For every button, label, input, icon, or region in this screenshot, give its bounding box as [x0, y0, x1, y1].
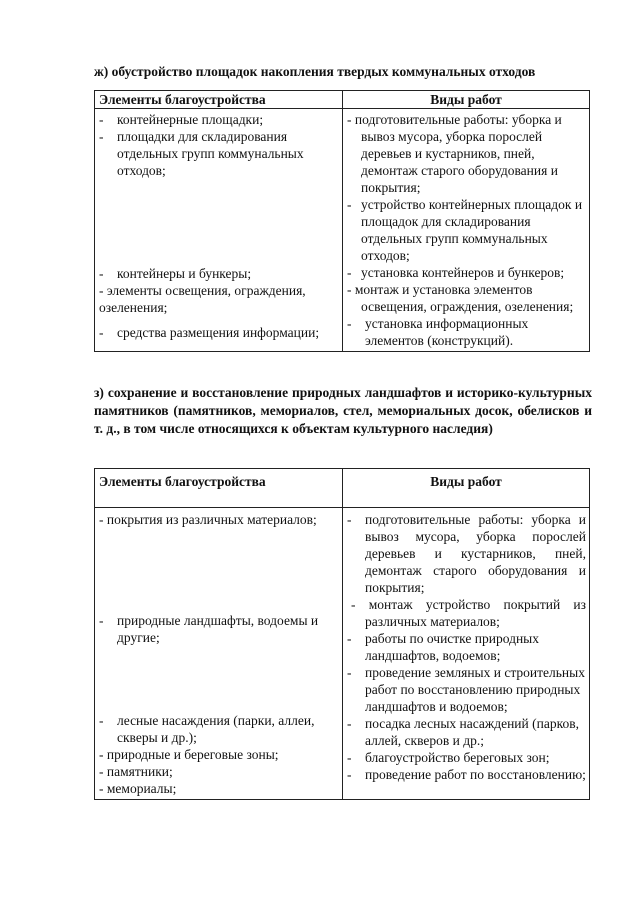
bullet-dash: -	[99, 713, 104, 728]
bullet-dash: -	[99, 112, 104, 127]
list-item: - работы по очистке природных ландшафтов, водоемов;	[347, 631, 539, 663]
works-cell	[343, 508, 590, 800]
list-item: - установка контейнеров и бункеров;	[347, 265, 565, 280]
table-header-row	[95, 469, 590, 508]
list-item: - средства размещения информации;	[99, 325, 320, 340]
bullet-dash: -	[99, 325, 104, 340]
bullet-dash: -	[347, 316, 352, 331]
column-header-works: Виды работ	[343, 91, 590, 109]
bullet-dash: -	[99, 266, 104, 281]
list-item: - монтаж и установка элементов освещения, ограждения, озеленения;	[347, 282, 574, 314]
bullet-dash: -	[99, 129, 104, 144]
column-header-works: Виды работ	[343, 469, 590, 508]
bullet-dash: -	[347, 512, 352, 527]
works-cell	[343, 109, 590, 352]
list-item: - покрытия из различных материалов;	[99, 512, 317, 527]
list-item: - проведение земляных и строительных работ по восстановлению природных ландшафтов и водоемов;	[347, 665, 585, 714]
list-item: - площадки для складирования отдельных групп коммунальных отходов;	[99, 129, 304, 178]
bullet-dash: -	[347, 767, 352, 782]
list-item: - лесные насаждения (парки, аллеи, скверы и др.);	[99, 713, 315, 745]
bullet-dash: -	[347, 665, 352, 680]
list-item: - подготовительные работы: уборка и вывоз мусора, уборка порослей деревьев и кустарников, пней, демонтаж старого оборудования и покрытия;	[347, 112, 562, 195]
bullet-dash: -	[347, 750, 352, 765]
improvement-table-z	[94, 468, 590, 800]
table-header-row	[95, 91, 590, 109]
elements-cell	[95, 109, 343, 352]
bullet-dash: -	[347, 265, 352, 280]
table-row	[95, 109, 590, 352]
bullet-dash: -	[99, 613, 104, 628]
list-item: - мемориалы;	[99, 781, 177, 796]
list-item: - подготовительные работы: уборка и вывоз мусора, уборка порослей деревьев и кустарников, пней, демонтаж старого оборудования и покрытия;	[347, 512, 586, 595]
section-heading-zh: ж) обустройство площадок накопления твердых коммунальных отходов	[94, 64, 536, 79]
column-header-elements: Элементы благоустройства	[95, 91, 343, 109]
list-item: - природные ландшафты, водоемы и другие;	[99, 613, 319, 645]
list-item: - памятники;	[99, 764, 173, 779]
list-item: - монтаж устройство покрытий из различных материалов;	[351, 597, 586, 629]
list-item: - проведение работ по восстановлению;	[347, 767, 586, 782]
bullet-dash: -	[347, 716, 352, 731]
bullet-dash: -	[347, 197, 352, 212]
bullet-dash: -	[347, 631, 352, 646]
list-item: - благоустройство береговых зон;	[347, 750, 550, 765]
list-item: - природные и береговые зоны;	[99, 747, 279, 762]
list-item: - посадка лесных насаждений (парков, аллей, скверов и др.;	[347, 716, 579, 748]
list-item: - установка информационных элементов (конструкций).	[347, 316, 529, 348]
improvement-table-zh	[94, 90, 590, 352]
elements-cell	[95, 508, 343, 800]
column-header-elements: Элементы благоустройства	[95, 469, 343, 508]
list-item: - контейнерные площадки;	[99, 112, 264, 127]
list-item: - элементы освещения, ограждения, озеленения;	[99, 283, 306, 315]
list-item: - контейнеры и бункеры;	[99, 266, 252, 281]
table-row	[95, 508, 590, 800]
list-item: - устройство контейнерных площадок и площадок для складирования отдельных групп коммунальных отходов;	[347, 197, 583, 263]
section-heading-z: з) сохранение и восстановление природных ландшафтов и историко-культурных памятников (памятников, мемориалов, стел, мемориальных досок, обелисков и т. д., в том числе относящихся к объектам культурного наследия)	[94, 385, 592, 436]
